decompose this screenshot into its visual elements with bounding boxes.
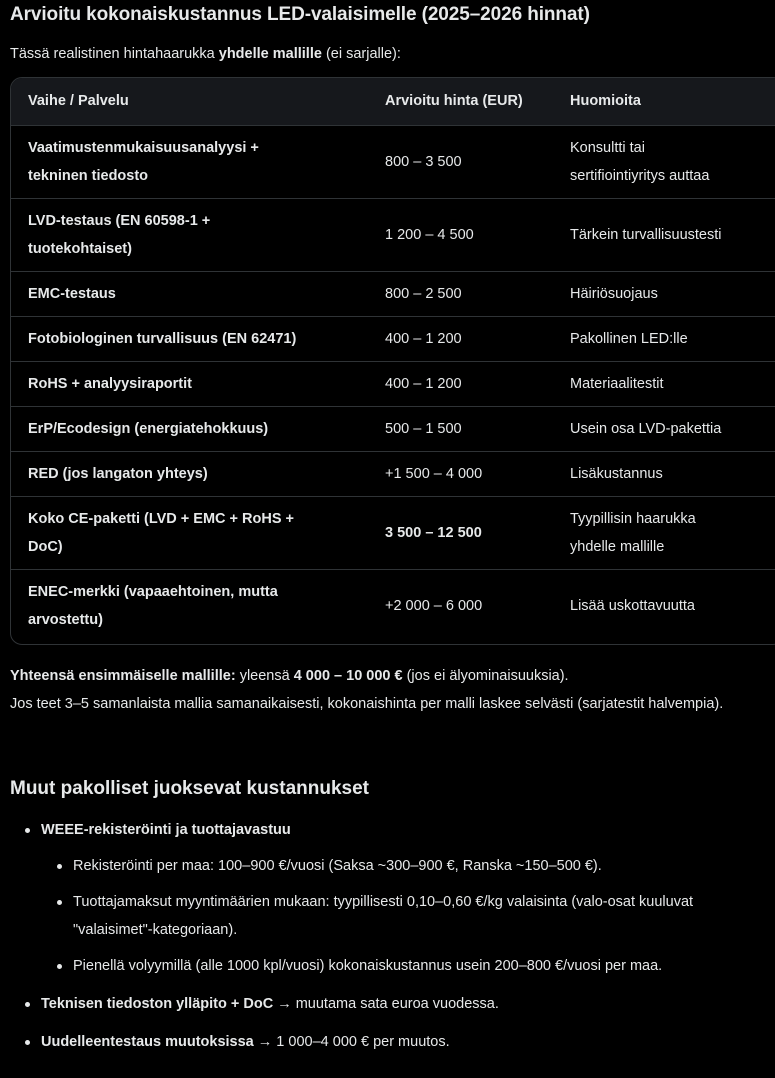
page-title: Arvioitu kokonaiskustannus LED-valaisimelle (2025–2026 hinnat) (10, 4, 590, 25)
cell-price: 500 – 1 500 (376, 406, 561, 451)
list-item: Rekisteröinti per maa: 100–900 €/vuosi (Saksa ~300–900 €, Ranska ~150–500 €). (41, 852, 770, 880)
cost-table (10, 77, 775, 645)
intro-prefix: Tässä realistinen hintahaarukka (10, 46, 219, 62)
cell-service: ENEC-merkki (vapaaehtoinen, mutta arvostettu) (11, 569, 376, 642)
header-notes: Huomioita (570, 93, 641, 110)
table-row (11, 361, 775, 406)
table-row (11, 569, 775, 642)
list-item: Uudelleentestaus muutoksissa → 1 000–4 000 € per muutos. (10, 1028, 770, 1056)
cell-price: 800 – 3 500 (376, 125, 561, 198)
table-row (11, 406, 775, 451)
cell-service: Fotobiologinen turvallisuus (EN 62471) (11, 316, 376, 361)
cost-list (10, 816, 770, 1056)
intro-bold: yhdelle mallille (218, 46, 322, 62)
table-row (11, 316, 775, 361)
table-header-row (11, 78, 775, 125)
sub-list (41, 852, 770, 980)
cell-price: 3 500 – 12 500 (376, 496, 561, 569)
cell-price: 1 200 – 4 500 (376, 198, 561, 271)
intro-suffix: (ei sarjalle): (321, 46, 401, 62)
table-row (11, 125, 775, 198)
cell-service: ErP/Ecodesign (energiatehokkuus) (11, 406, 376, 451)
cell-note: Usein osa LVD-pakettia (561, 406, 775, 451)
cell-price: 400 – 1 200 (376, 316, 561, 361)
cell-service: LVD-testaus (EN 60598-1 + tuotekohtaiset) (11, 198, 376, 271)
list-item: Teknisen tiedoston ylläpito + DoC → muutama sata euroa vuodessa. (10, 990, 770, 1018)
cell-note: Häiriösuojaus (561, 271, 775, 316)
cell-price: 400 – 1 200 (376, 361, 561, 406)
cell-note: Pakollinen LED:lle (561, 316, 775, 361)
cell-note: Tärkein turvallisuustesti (561, 198, 775, 271)
cell-service: Koko CE-paketti (LVD + EMC + RoHS + DoC) (11, 496, 376, 569)
section-title: Muut pakolliset juoksevat kustannukset (10, 778, 369, 799)
cell-service: RoHS + analyysiraportit (11, 361, 376, 406)
table-row (11, 271, 775, 316)
summary-line-2: Jos teet 3–5 samanlaista mallia samanaikaisesti, kokonaishinta per malli laskee selvästi (sarjatestit halvempia). (10, 696, 724, 712)
cell-price: +2 000 – 6 000 (376, 569, 561, 642)
list-item: Pienellä volyymillä (alle 1000 kpl/vuosi) kokonaiskustannus usein 200–800 €/vuosi per maa. (41, 952, 770, 980)
table-row (11, 496, 775, 569)
cell-note: Lisää uskottavuutta (561, 569, 775, 642)
list-item: WEEE-rekisteröinti ja tuottajavastuu Rekisteröinti per maa: 100–900 €/vuosi (Saksa ~300–900 €, Ranska ~150–500 €). Tuottajamaksut myyntimäärien mukaan: tyypillisesti 0,10–0,60 €/kg valaisinta (valo-osat kuuluvat "valaisimet"-kategoriaan). Pienellä volyymillä (alle 1000 kpl/vuosi) kokonaiskustannus usein 200–800 €/vuosi per maa. (10, 816, 770, 980)
table-row (11, 198, 775, 271)
cell-service: RED (jos langaton yhteys) (11, 451, 376, 496)
list-item: Tuottajamaksut myyntimäärien mukaan: tyypillisesti 0,10–0,60 €/kg valaisinta (valo-osat kuuluvat "valaisimet"-kategoriaan). (41, 888, 770, 944)
cell-price: 800 – 2 500 (376, 271, 561, 316)
table-row (11, 451, 775, 496)
intro-text (10, 46, 401, 62)
cell-note: Materiaalitestit (561, 361, 775, 406)
cell-note: Konsultti tai sertifiointiyritys auttaa (561, 125, 775, 198)
header-price: Arvioitu hinta (EUR) (385, 93, 523, 110)
summary-line-1: Yhteensä ensimmäiselle mallille: yleensä 4 000 – 10 000 € (jos ei älyominaisuuksia). (10, 668, 569, 684)
cell-service: Vaatimustenmukaisuusanalyysi + tekninen tiedosto (11, 125, 376, 198)
cell-service: EMC-testaus (11, 271, 376, 316)
cell-price: +1 500 – 4 000 (376, 451, 561, 496)
cell-note: Tyypillisin haarukka yhdelle mallille (561, 496, 775, 569)
summary-paragraph (10, 662, 760, 718)
header-service: Vaihe / Palvelu (28, 93, 129, 110)
cell-note: Lisäkustannus (561, 451, 775, 496)
